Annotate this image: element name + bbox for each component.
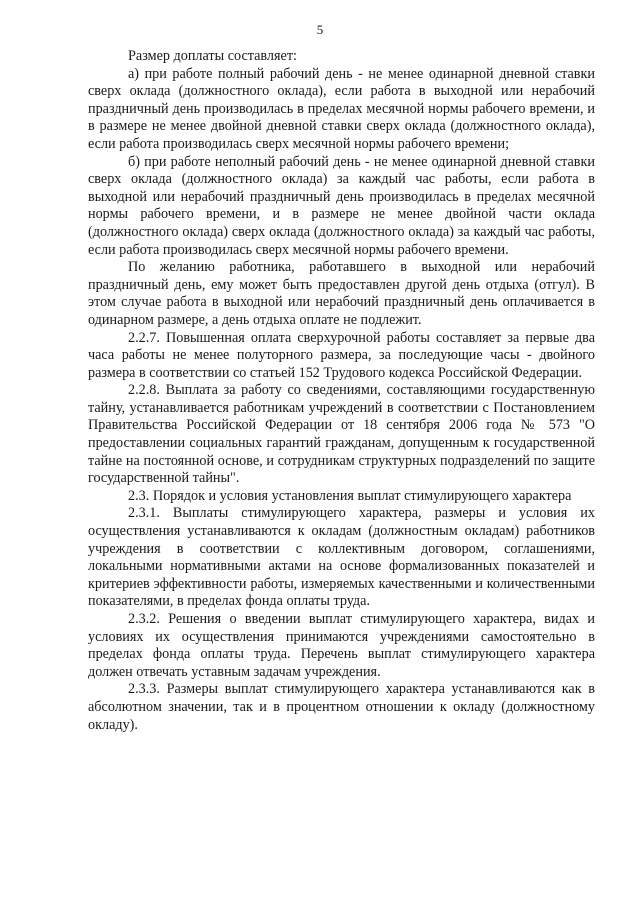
document-body	[88, 48, 595, 734]
paragraph-b: б) при работе неполный рабочий день - не менее одинарной дневной ставки сверх оклада (должностного оклада) за каждый час работы, если работа в выходной или нерабочий праздничный день производилась в пределах месячной нормы рабочего времени, и в размере не менее двойной части оклада (должностного оклада) сверх оклада (должностного оклада) за каждый час работы, если работа производилась сверх месячной нормы рабочего времени.	[88, 153, 595, 258]
paragraph-2-2-7: 2.2.7. Повышенная оплата сверхурочной работы составляет за первые два часа работы не менее полуторного размера, за последующие часы - двойного размера в соответствии со статьей 152 Трудового кодекса Российской Федерации.	[88, 329, 595, 381]
paragraph-2-3-3: 2.3.3. Размеры выплат стимулирующего характера устанавливаются как в абсолютном значении, так и в процентном отношении к окладу (должностному окладу).	[88, 681, 595, 733]
paragraph-a: а) при работе полный рабочий день - не менее одинарной дневной ставки сверх оклада (должностного оклада), если работа в выходной или нерабочий праздничный день производилась в пределах месячной нормы рабочего времени, и в размере не менее двойной дневной ставки сверх оклада (должностного оклада), если работа производилась сверх месячной нормы рабочего времени;	[88, 65, 595, 152]
paragraph-2-3-2: 2.3.2. Решения о введении выплат стимулирующего характера, видах и условиях их осуществления принимаются учреждениями самостоятельно в пределах фонда оплаты труда. Перечень выплат стимулирующего характера должен отвечать уставным задачам учреждения.	[88, 611, 595, 680]
section-heading-2-3: 2.3. Порядок и условия установления выплат стимулирующего характера	[128, 487, 572, 504]
page-number: 5	[316, 22, 324, 37]
paragraph-day-off: По желанию работника, работавшего в выходной или нерабочий праздничный день, ему может быть предоставлен другой день отдыха (отгул). В этом случае работа в выходной или нерабочий праздничный день оплачивается в одинарном размере, а день отдыха оплате не подлежит.	[88, 259, 595, 328]
paragraph-2-2-8: 2.2.8. Выплата за работу со сведениями, составляющими государственную тайну, устанавливается работникам учреждений в соответствии с Постановлением Правительства Российской Федерации от 18 сентября 2006 года № 573 "О предоставлении социальных гарантий гражданам, допущенным к государственной тайне на постоянной основе, и сотрудникам структурных подразделений по защите государственной тайны".	[88, 382, 595, 487]
paragraph-intro: Размер доплаты составляет:	[128, 48, 297, 64]
paragraph-2-3-1: 2.3.1. Выплаты стимулирующего характера, размеры и условия их осуществления устанавливаются к окладам (должностным окладам) работников учреждения в соответствии с коллективным договором, соглашениями, локальными нормативными актами на основе формализованных показателей и критериев эффективности работы, измеряемых качественными и количественными показателями, в пределах фонда оплаты труда.	[88, 505, 595, 610]
